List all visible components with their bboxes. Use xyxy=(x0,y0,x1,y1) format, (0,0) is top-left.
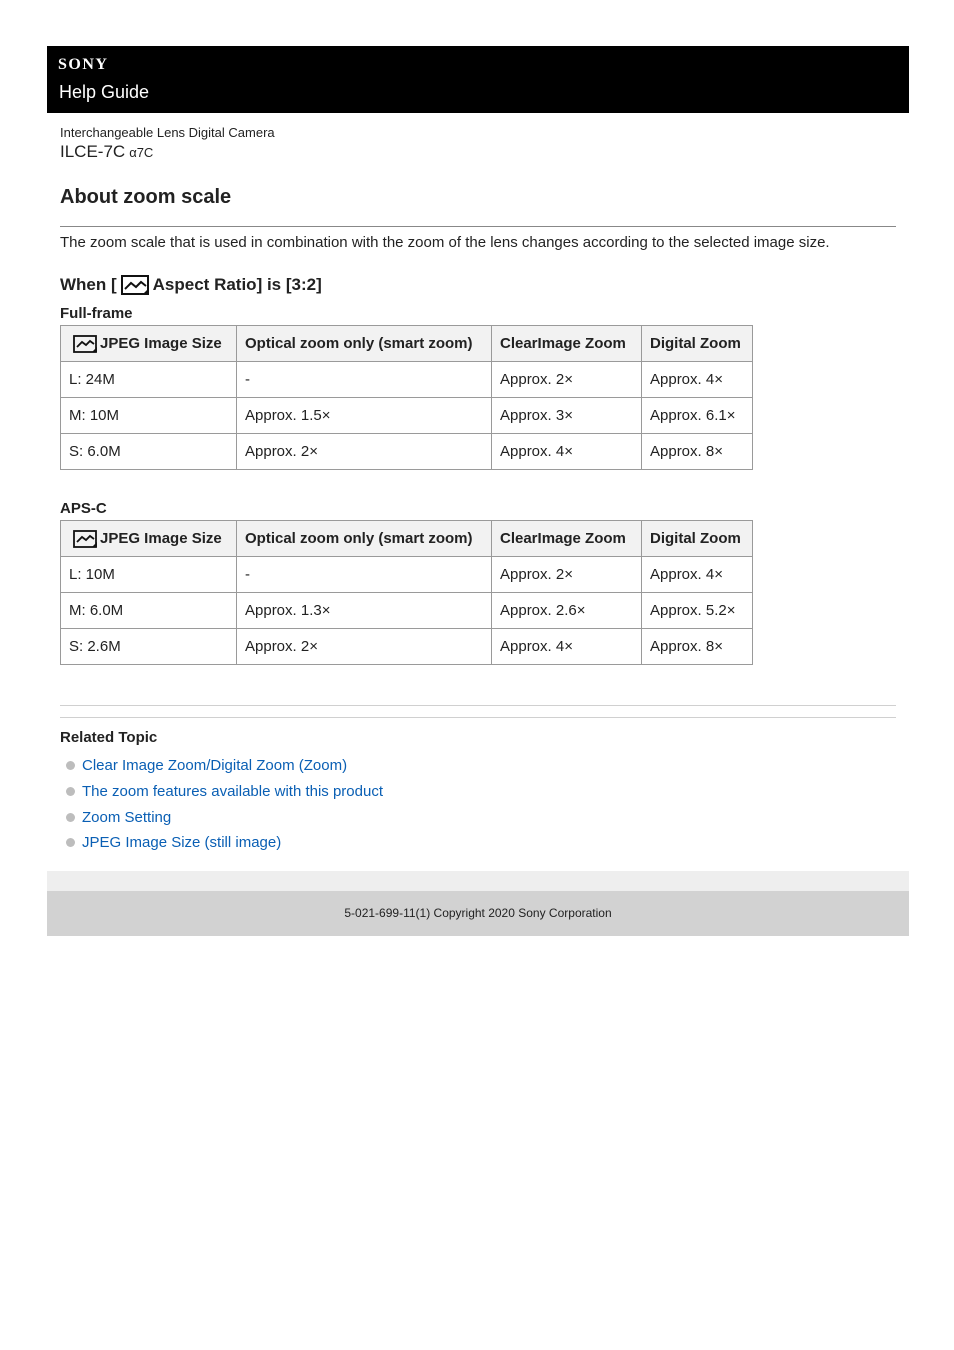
zoom-table-full-frame xyxy=(60,325,753,470)
section-divider xyxy=(60,717,896,718)
table-row xyxy=(61,629,753,665)
table-cell: Approx. 8× xyxy=(642,434,753,470)
model-number: ILCE-7C xyxy=(60,142,126,161)
title-divider xyxy=(60,226,896,227)
section-divider xyxy=(60,705,896,706)
still-image-icon xyxy=(73,334,99,354)
table-row xyxy=(61,434,753,470)
table-cell: Approx. 8× xyxy=(642,629,753,665)
table-label-aps-c: APS-C xyxy=(60,500,107,517)
column-header: JPEG Image Size xyxy=(61,521,237,557)
table-cell: - xyxy=(237,362,492,398)
section-heading-prefix: When [ xyxy=(60,275,117,294)
table-cell: - xyxy=(237,557,492,593)
related-topic-title: Related Topic xyxy=(60,729,158,746)
related-link[interactable]: Clear Image Zoom/Digital Zoom (Zoom) xyxy=(66,752,383,778)
zoom-table-aps-c xyxy=(60,520,753,665)
column-header: Optical zoom only (smart zoom) xyxy=(237,326,492,362)
table-cell: M: 10M xyxy=(61,398,237,434)
table-cell: S: 2.6M xyxy=(61,629,237,665)
table-row xyxy=(61,557,753,593)
help-guide-label[interactable]: Help Guide xyxy=(59,82,150,102)
table-row xyxy=(61,593,753,629)
column-header: JPEG Image Size xyxy=(61,326,237,362)
bullet-icon xyxy=(66,761,75,770)
product-model xyxy=(60,142,153,162)
column-header: Digital Zoom xyxy=(642,326,753,362)
table-cell: Approx. 2× xyxy=(492,362,642,398)
bullet-icon xyxy=(66,787,75,796)
column-header: Optical zoom only (smart zoom) xyxy=(237,521,492,557)
table-cell: Approx. 3× xyxy=(492,398,642,434)
table-cell: Approx. 5.2× xyxy=(642,593,753,629)
column-header: ClearImage Zoom xyxy=(492,521,642,557)
table-header-row xyxy=(61,326,753,362)
table-header-row xyxy=(61,521,753,557)
still-image-icon xyxy=(121,274,151,296)
related-topic-list xyxy=(66,752,383,855)
page-title: About zoom scale xyxy=(60,186,232,208)
table-cell: L: 10M xyxy=(61,557,237,593)
table-cell: Approx. 4× xyxy=(642,362,753,398)
bullet-icon xyxy=(66,813,75,822)
sony-logo[interactable]: SONY xyxy=(58,56,109,73)
site-header xyxy=(47,46,909,113)
still-image-icon xyxy=(73,529,99,549)
column-header: ClearImage Zoom xyxy=(492,326,642,362)
bullet-icon xyxy=(66,838,75,847)
table-cell: Approx. 4× xyxy=(642,557,753,593)
column-header: Digital Zoom xyxy=(642,521,753,557)
table-cell: Approx. 4× xyxy=(492,629,642,665)
product-category: Interchangeable Lens Digital Camera xyxy=(60,125,275,140)
table-cell: S: 6.0M xyxy=(61,434,237,470)
table-cell: Approx. 1.5× xyxy=(237,398,492,434)
table-row xyxy=(61,362,753,398)
table-cell: Approx. 1.3× xyxy=(237,593,492,629)
table-cell: Approx. 2× xyxy=(237,434,492,470)
related-link[interactable]: JPEG Image Size (still image) xyxy=(66,830,383,855)
table-cell: Approx. 4× xyxy=(492,434,642,470)
table-cell: M: 6.0M xyxy=(61,593,237,629)
related-link[interactable]: Zoom Setting xyxy=(66,805,383,830)
table-row xyxy=(61,398,753,434)
related-link[interactable]: The zoom features available with this product xyxy=(66,778,383,805)
table-cell: Approx. 2× xyxy=(237,629,492,665)
footer-spacer xyxy=(47,871,909,891)
table-cell: Approx. 6.1× xyxy=(642,398,753,434)
intro-text: The zoom scale that is used in combination with the zoom of the lens changes according to the selected image size. xyxy=(60,234,830,251)
copyright-text: 5-021-699-11(1) Copyright 2020 Sony Corporation xyxy=(344,906,612,920)
section-heading xyxy=(60,274,322,296)
table-label-full-frame: Full-frame xyxy=(60,305,133,322)
model-alias: α7C xyxy=(129,145,154,160)
table-cell: Approx. 2.6× xyxy=(492,593,642,629)
table-cell: Approx. 2× xyxy=(492,557,642,593)
table-cell: L: 24M xyxy=(61,362,237,398)
section-heading-suffix: Aspect Ratio] is [3:2] xyxy=(152,275,322,294)
footer xyxy=(47,891,909,936)
